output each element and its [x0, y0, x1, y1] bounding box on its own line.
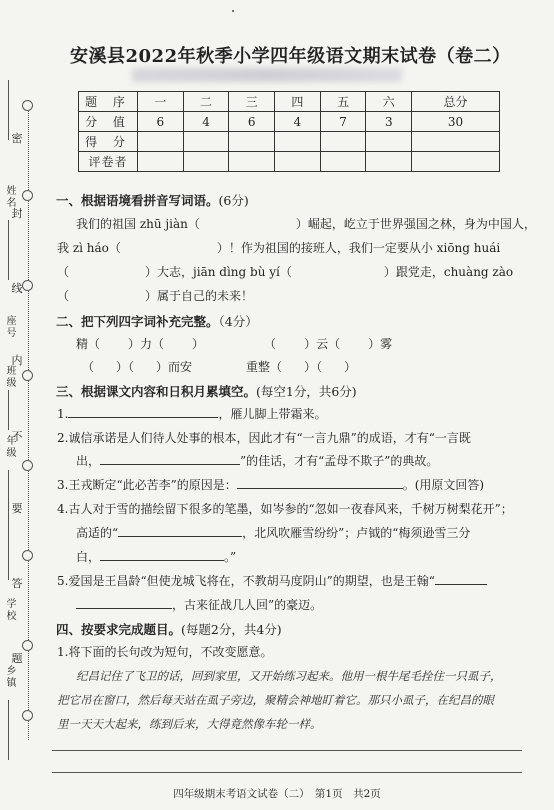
- score-cell: 6: [229, 112, 275, 132]
- text: ）（: [116, 360, 135, 374]
- text: 。”: [224, 550, 237, 564]
- answer-blank[interactable]: [100, 452, 240, 465]
- binding-hole: [22, 190, 33, 201]
- section4-points: (每题2分，共4分): [181, 622, 282, 637]
- section3-points: (每空1分，共6分): [256, 384, 357, 399]
- s3-q1: [57, 405, 326, 422]
- text: ）云（: [304, 337, 341, 351]
- text: 出，: [76, 454, 101, 468]
- text: ）崛起，屹立于世界强国之林，身为中国人，: [295, 217, 536, 231]
- binding-hole: [22, 460, 33, 471]
- exam-title: 安溪县2022年秋季小学四年级语文期末试卷（卷二）: [70, 46, 511, 67]
- section2-heading: [56, 312, 258, 330]
- header-cell: 三: [229, 92, 275, 112]
- answer-blank[interactable]: [237, 476, 403, 489]
- answer-line[interactable]: [52, 772, 522, 773]
- text: ，北风吹雁雪纷纷”；卢钺的“梅须逊雪三分: [242, 526, 471, 540]
- answer-blank[interactable]: [100, 548, 224, 561]
- binding-hole: [22, 550, 33, 561]
- redacted-info: [132, 68, 402, 82]
- field-line: [8, 220, 9, 280]
- binding-hole: [22, 710, 33, 721]
- section1-title: 一、根据语境看拼音写词语。: [56, 193, 219, 208]
- seal-char: 要: [11, 502, 23, 515]
- section1-heading: [56, 191, 249, 209]
- text: ）（: [304, 360, 323, 374]
- field-seat: 座号: [4, 315, 15, 339]
- grader-row: [79, 152, 500, 172]
- text: 。(用原文回答): [402, 478, 485, 492]
- binding-hole: [22, 100, 33, 111]
- got-score-row: [79, 132, 500, 152]
- text: （: [82, 360, 95, 374]
- s1-line1: [76, 215, 536, 232]
- blank-cell[interactable]: [138, 152, 184, 172]
- score-table: [78, 91, 500, 172]
- row-label: 分 值: [79, 112, 138, 132]
- blank-cell[interactable]: [138, 132, 184, 152]
- s4-passage-line: 把它吊在窗口，然后每天站在虱子旁边，聚精会神地盯着它。那只小虱子，在纪昌的眼: [57, 693, 494, 707]
- header-cell: 总分: [412, 92, 500, 112]
- blank-cell[interactable]: [229, 132, 275, 152]
- text: ，古来征战几人回”的豪迈。: [172, 598, 323, 612]
- blank-cell[interactable]: [412, 152, 500, 172]
- s3-q4b: [76, 524, 470, 541]
- blank-cell[interactable]: [366, 132, 412, 152]
- text: ）: [192, 337, 205, 351]
- s4-passage-line: 里一天天大起来，练到后来，大得竟然像车轮一样。: [57, 717, 322, 731]
- blank-cell[interactable]: [229, 152, 275, 172]
- answer-blank[interactable]: [76, 596, 172, 609]
- blank-cell[interactable]: [412, 132, 500, 152]
- seal-char: 密: [11, 132, 23, 145]
- page-footer: 四年级期末考语文试卷（二） 第1页 共2页: [173, 788, 381, 800]
- text: ）: [344, 360, 357, 374]
- section3-heading: [56, 382, 357, 400]
- seal-char: 线: [11, 282, 23, 295]
- s3-q4c: [76, 548, 236, 565]
- field-town: 乡镇: [4, 665, 15, 689]
- text: 重整（: [246, 360, 283, 374]
- s3-q2a: 2.诚信承诺是人们待人处事的根本，因此才有“一言九鼎”的成语，才有“一言既: [57, 431, 471, 445]
- s1-line2: [57, 239, 500, 256]
- header-cell: 六: [366, 92, 412, 112]
- text: 我们的祖国 zhū jiàn（: [76, 217, 200, 231]
- s3-q3: [57, 476, 484, 493]
- score-cell: 3: [366, 112, 412, 132]
- s1-line4: [57, 287, 253, 304]
- score-cell: 4: [183, 112, 229, 132]
- text: 3.王戎断定“此必苦李”的原因是：: [57, 478, 237, 492]
- text: ）力（: [128, 337, 165, 351]
- text: ）而安: [156, 360, 193, 374]
- text: （: [57, 289, 70, 303]
- score-cell: 6: [138, 112, 184, 132]
- s4-q1: 1.将下面的长句改为短句，不改变愿意。: [57, 645, 273, 659]
- s2-row2: [82, 358, 356, 375]
- score-cell: 7: [320, 112, 366, 132]
- score-cell: 30: [412, 112, 500, 132]
- section2-points: （4分）: [218, 314, 258, 329]
- blank-cell[interactable]: [366, 152, 412, 172]
- text: ）属于自己的未来！: [145, 289, 254, 303]
- answer-blank[interactable]: [68, 405, 218, 418]
- field-class: 班级: [4, 365, 15, 389]
- text: （: [264, 337, 277, 351]
- text: 1.: [57, 407, 69, 421]
- section3-title: 三、根据课文内容和日积月累填空。: [56, 384, 257, 399]
- seal-char: 答: [11, 577, 23, 590]
- section1-points: (6分): [218, 193, 249, 208]
- field-line: [8, 700, 9, 760]
- section4-heading: [56, 620, 282, 638]
- s4-passage-line: 纪昌记住了飞卫的话，回到家里，又开始练习起来。他用一根牛尾毛拴住一只虱子，: [76, 669, 502, 683]
- answer-blank[interactable]: [435, 572, 487, 585]
- s3-q4a: 4.古人对于雪的描绘留下很多的笔墨，如岑参的“忽如一夜春风来，千树万树梨花开”；: [57, 502, 513, 516]
- seal-char: 题: [11, 652, 23, 665]
- text: ）雾: [368, 337, 393, 351]
- answer-blank[interactable]: [118, 524, 242, 537]
- binding-hole: [22, 370, 33, 381]
- answer-line[interactable]: [52, 750, 522, 751]
- text: 我 zì háo（: [57, 241, 121, 255]
- row-label: 评卷者: [79, 152, 138, 172]
- row-label: 得 分: [79, 132, 138, 152]
- section2-title: 二、把下列四字词补充完整。: [56, 314, 219, 329]
- text: （: [57, 265, 70, 279]
- seal-char: 内: [11, 354, 23, 367]
- blank-cell[interactable]: [275, 152, 321, 172]
- field-line: [8, 80, 9, 140]
- seal-char: 不: [11, 430, 23, 443]
- score-header-row: [79, 92, 500, 112]
- score-values-row: [79, 112, 500, 132]
- score-cell: 4: [275, 112, 321, 132]
- s3-q5b: [76, 596, 322, 613]
- text: 精（: [76, 337, 101, 351]
- text: 5.爱国是王昌龄“但使龙城飞将在，不教胡马度阴山”的期望，也是王翰“: [57, 574, 435, 588]
- field-line: [8, 470, 9, 580]
- field-grade: 年级: [4, 435, 15, 459]
- blank-cell[interactable]: [275, 132, 321, 152]
- text: ）大志，jiān dìng bù yí（: [145, 265, 292, 279]
- header-cell: 题 序: [79, 92, 138, 112]
- s3-q5a: [57, 572, 487, 589]
- text: ）！作为祖国的接班人，我们一定要从小 xiōng huái: [216, 241, 501, 255]
- seal-char: 封: [11, 207, 23, 220]
- blank-cell[interactable]: [183, 132, 229, 152]
- field-line: [8, 390, 9, 430]
- s1-line3: [57, 263, 513, 280]
- s3-q2b: [76, 452, 438, 469]
- text: ”的佳话，才有“孟母不欺子”的典故。: [240, 454, 439, 468]
- s2-row1: [76, 335, 392, 352]
- section4-title: 四、按要求完成题目。: [56, 622, 182, 637]
- speck: [232, 10, 234, 12]
- field-name: 姓名: [4, 185, 15, 209]
- text: 高适的“: [76, 526, 119, 540]
- header-cell: 五: [320, 92, 366, 112]
- blank-cell[interactable]: [183, 152, 229, 172]
- binding-margin: [0, 60, 42, 780]
- blank-cell[interactable]: [320, 152, 366, 172]
- header-cell: 一: [138, 92, 184, 112]
- header-cell: 二: [183, 92, 229, 112]
- header-cell: 四: [275, 92, 321, 112]
- blank-cell[interactable]: [320, 132, 366, 152]
- text: ，雁儿脚上带霜来。: [218, 407, 327, 421]
- text: ）跟党走，chuàng zào: [383, 265, 514, 279]
- text: 白，: [76, 550, 101, 564]
- field-school: 学校: [4, 598, 15, 622]
